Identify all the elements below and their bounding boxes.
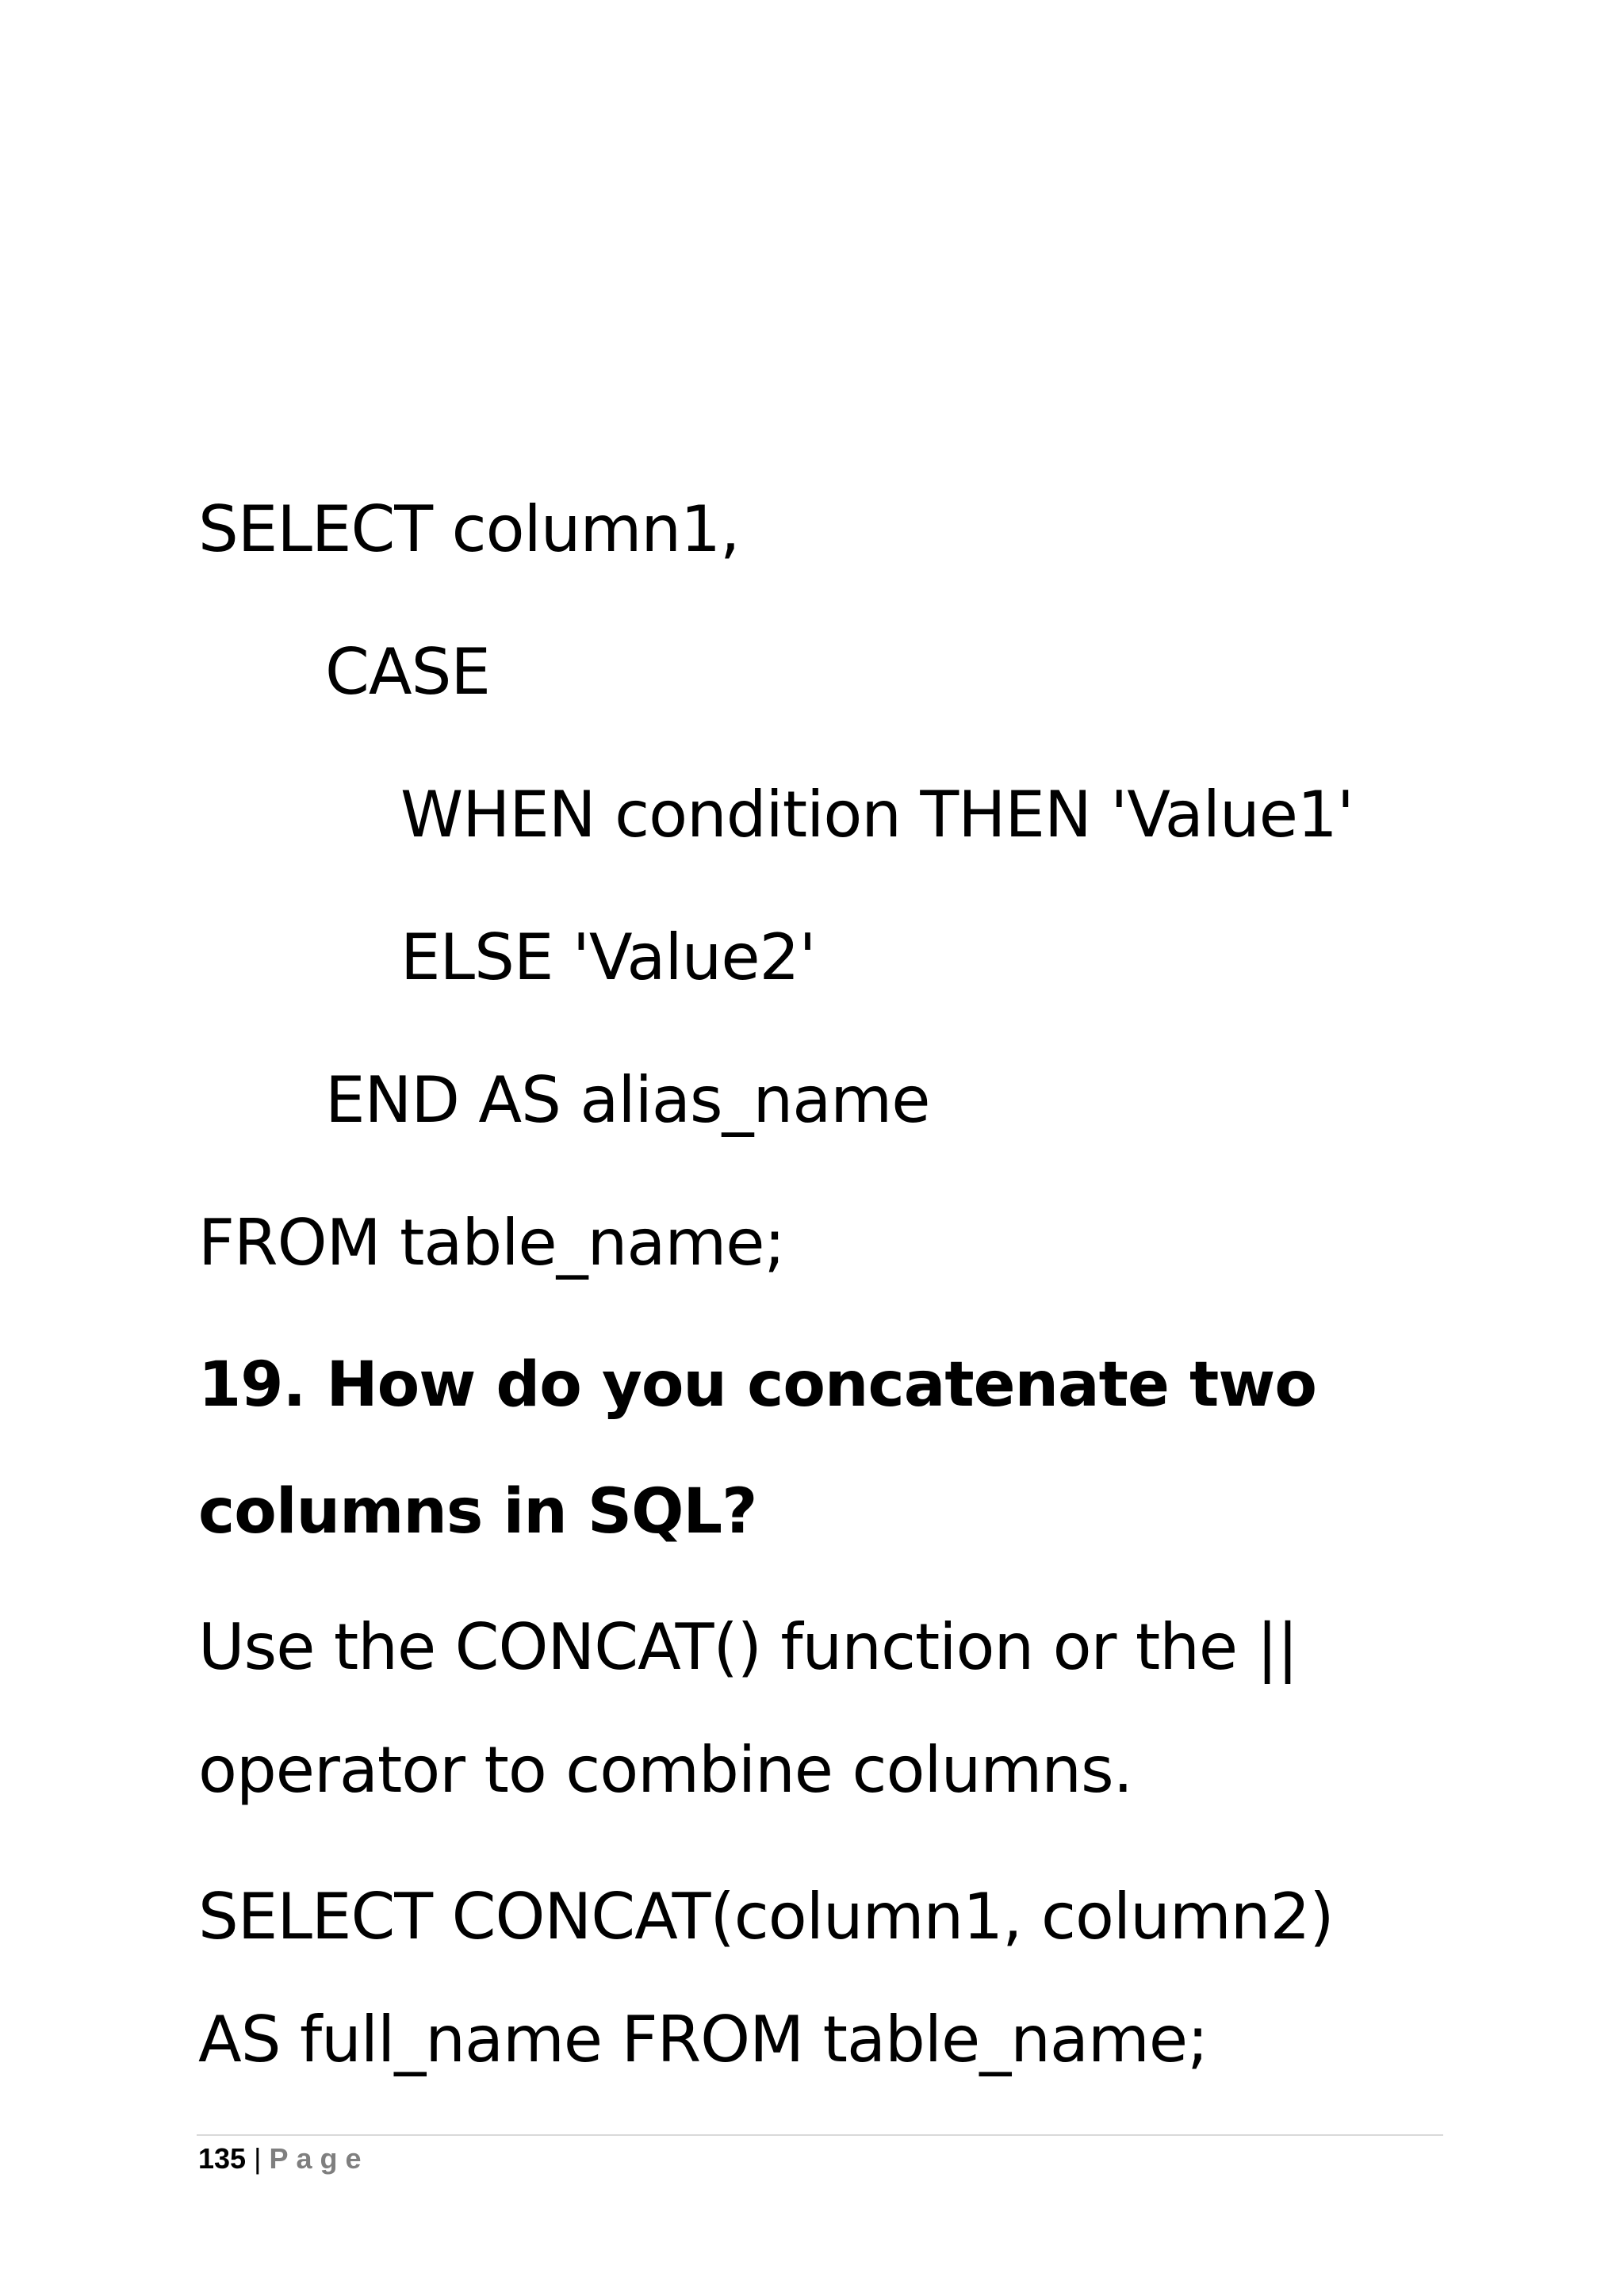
- code2-line1: SELECT CONCAT(column1, column2): [198, 1880, 1334, 1954]
- page-label: Page: [269, 2142, 370, 2175]
- page-footer: [198, 2142, 370, 2175]
- code-line-case: CASE: [325, 635, 490, 709]
- footer-divider: [197, 2134, 1443, 2136]
- code-line-from: FROM table_name;: [198, 1206, 785, 1280]
- code-line-else: ELSE 'Value2': [400, 920, 816, 994]
- code2-line2: AS full_name FROM table_name;: [198, 2003, 1208, 2076]
- page-number: 135: [198, 2142, 247, 2175]
- answer-text-line1: Use the CONCAT() function or the ||: [198, 1610, 1298, 1684]
- answer-text-line2: operator to combine columns.: [198, 1733, 1133, 1807]
- code-line-select: SELECT column1,: [198, 492, 740, 566]
- code-line-when: WHEN condition THEN 'Value1': [400, 778, 1354, 851]
- code-line-end: END AS alias_name: [325, 1063, 930, 1137]
- footer-separator: |: [254, 2142, 262, 2175]
- question-heading-line1: 19. How do you concatenate two: [198, 1349, 1316, 1421]
- question-heading-line2: columns in SQL?: [198, 1476, 757, 1548]
